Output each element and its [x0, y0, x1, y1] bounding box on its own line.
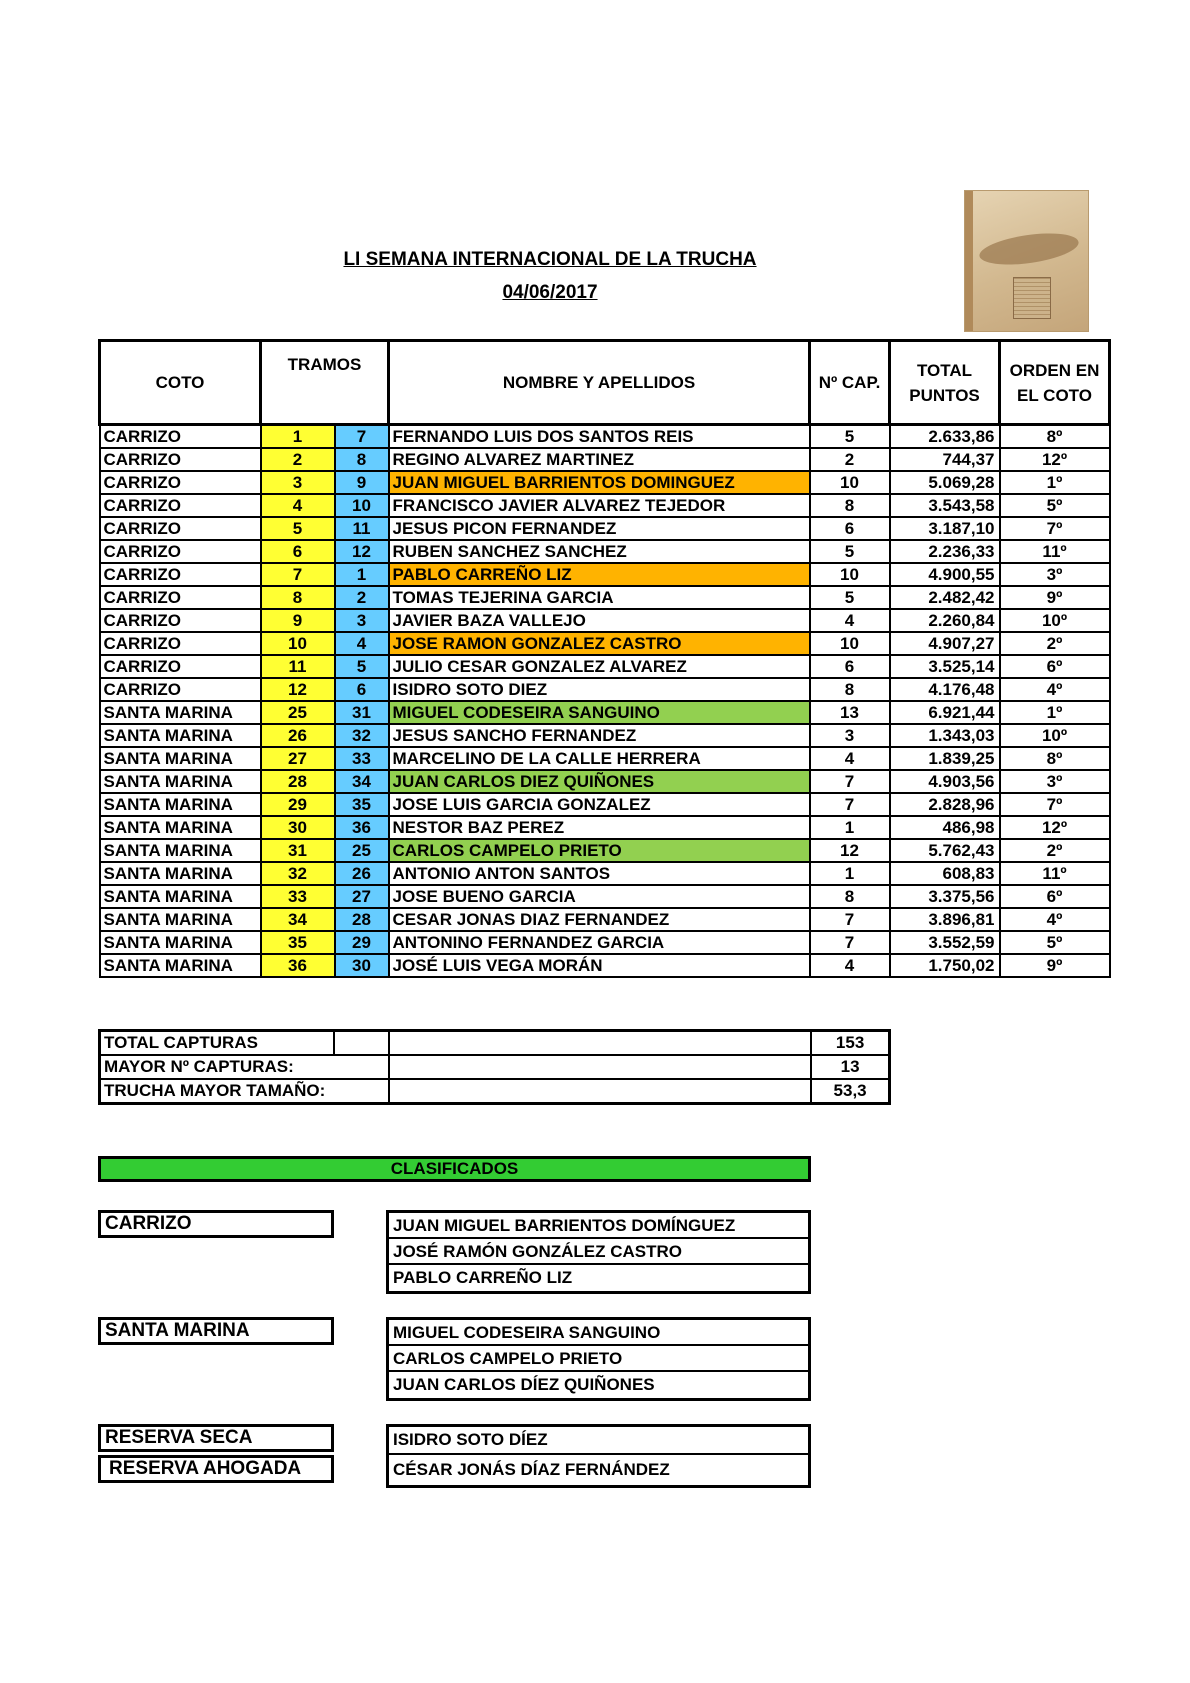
cell-nombre: JUAN MIGUEL BARRIENTOS DOMINGUEZ [389, 471, 810, 494]
table-row [100, 793, 1110, 816]
cell-tramo-1: 34 [261, 908, 335, 931]
cell-tramo-1: 9 [261, 609, 335, 632]
table-row [100, 678, 1110, 701]
cell-tramo-1: 7 [261, 563, 335, 586]
cell-orden: 2º [1000, 632, 1110, 655]
cell-coto: SANTA MARINA [100, 885, 261, 908]
cell-capturas: 5 [810, 586, 890, 609]
table-row [100, 494, 1110, 517]
cell-orden: 4º [1000, 678, 1110, 701]
cell-orden: 10º [1000, 724, 1110, 747]
stats-label: TOTAL CAPTURAS [100, 1031, 335, 1056]
cell-orden: 5º [1000, 931, 1110, 954]
cell-tramo-1: 6 [261, 540, 335, 563]
list-item: JOSÉ RAMÓN GONZÁLEZ CASTRO [389, 1239, 808, 1265]
table-row [100, 862, 1110, 885]
cell-coto: CARRIZO [100, 471, 261, 494]
cell-orden: 3º [1000, 563, 1110, 586]
cell-capturas: 7 [810, 793, 890, 816]
cell-tramo-2: 33 [335, 747, 389, 770]
cell-tramo-2: 25 [335, 839, 389, 862]
cell-capturas: 7 [810, 908, 890, 931]
cell-nombre: RUBEN SANCHEZ SANCHEZ [389, 540, 810, 563]
cell-total-puntos: 3.543,58 [890, 494, 1000, 517]
cell-tramo-1: 27 [261, 747, 335, 770]
cell-capturas: 3 [810, 724, 890, 747]
cell-coto: SANTA MARINA [100, 954, 261, 977]
stats-value: 153 [811, 1031, 889, 1056]
group-label-carrizo: CARRIZO [98, 1210, 334, 1238]
cell-capturas: 1 [810, 862, 890, 885]
document-title: LI SEMANA INTERNACIONAL DE LA TRUCHA [343, 249, 757, 270]
cell-tramo-2: 32 [335, 724, 389, 747]
cell-coto: SANTA MARINA [100, 747, 261, 770]
cell-nombre: JOSÉ LUIS VEGA MORÁN [389, 954, 810, 977]
cell-capturas: 6 [810, 655, 890, 678]
cell-orden: 1º [1000, 471, 1110, 494]
table-header-row [100, 341, 1110, 425]
cell-total-puntos: 2.260,84 [890, 609, 1000, 632]
table-row [100, 770, 1110, 793]
cell-coto: SANTA MARINA [100, 839, 261, 862]
cell-total-puntos: 3.552,59 [890, 931, 1000, 954]
table-row [100, 655, 1110, 678]
col-header-coto: COTO [100, 341, 261, 425]
cell-coto: CARRIZO [100, 609, 261, 632]
list-item: CARLOS CAMPELO PRIETO [389, 1346, 808, 1372]
cell-total-puntos: 486,98 [890, 816, 1000, 839]
cell-orden: 10º [1000, 609, 1110, 632]
cell-orden: 11º [1000, 540, 1110, 563]
table-row [100, 540, 1110, 563]
cell-capturas: 6 [810, 517, 890, 540]
reservas-list [386, 1424, 811, 1488]
cell-tramo-2: 30 [335, 954, 389, 977]
stats-value: 13 [811, 1055, 889, 1079]
table-row [100, 816, 1110, 839]
table-row [100, 724, 1110, 747]
col-header-nombre: NOMBRE Y APELLIDOS [389, 341, 810, 425]
cell-nombre: ANTONINO FERNANDEZ GARCIA [389, 931, 810, 954]
table-row [100, 448, 1110, 471]
cell-nombre: REGINO ALVAREZ MARTINEZ [389, 448, 810, 471]
cell-coto: CARRIZO [100, 655, 261, 678]
group-list-santa-marina [386, 1317, 811, 1401]
cell-orden: 9º [1000, 586, 1110, 609]
cell-tramo-1: 11 [261, 655, 335, 678]
cell-tramo-2: 10 [335, 494, 389, 517]
cell-orden: 7º [1000, 793, 1110, 816]
list-item: ISIDRO SOTO DÍEZ [389, 1427, 808, 1455]
cell-capturas: 7 [810, 770, 890, 793]
cell-coto: CARRIZO [100, 448, 261, 471]
stats-table [98, 1029, 891, 1105]
document-date: 04/06/2017 [502, 282, 598, 303]
cell-tramo-1: 25 [261, 701, 335, 724]
cell-total-puntos: 4.903,56 [890, 770, 1000, 793]
reserva-seca-label: RESERVA SECA [98, 1424, 334, 1452]
stats-label: TRUCHA MAYOR TAMAÑO: [100, 1079, 389, 1104]
cell-orden: 8º [1000, 747, 1110, 770]
cell-total-puntos: 4.176,48 [890, 678, 1000, 701]
cell-tramo-2: 26 [335, 862, 389, 885]
cell-nombre: JOSE RAMON GONZALEZ CASTRO [389, 632, 810, 655]
cell-tramo-1: 29 [261, 793, 335, 816]
cell-orden: 12º [1000, 448, 1110, 471]
cell-total-puntos: 4.900,55 [890, 563, 1000, 586]
cell-total-puntos: 3.375,56 [890, 885, 1000, 908]
cell-coto: SANTA MARINA [100, 724, 261, 747]
table-row [100, 586, 1110, 609]
book-cover-image [964, 190, 1089, 332]
cell-nombre: ISIDRO SOTO DIEZ [389, 678, 810, 701]
cell-nombre: CESAR JONAS DIAZ FERNANDEZ [389, 908, 810, 931]
cell-capturas: 8 [810, 885, 890, 908]
cell-tramo-2: 12 [335, 540, 389, 563]
cell-nombre: NESTOR BAZ PEREZ [389, 816, 810, 839]
cell-total-puntos: 744,37 [890, 448, 1000, 471]
cell-capturas: 8 [810, 678, 890, 701]
cell-total-puntos: 5.069,28 [890, 471, 1000, 494]
cell-coto: SANTA MARINA [100, 908, 261, 931]
cell-tramo-2: 28 [335, 908, 389, 931]
cell-tramo-1: 32 [261, 862, 335, 885]
cell-coto: CARRIZO [100, 540, 261, 563]
cell-nombre: FERNANDO LUIS DOS SANTOS REIS [389, 425, 810, 449]
cell-capturas: 10 [810, 563, 890, 586]
cell-tramo-1: 1 [261, 425, 335, 449]
cell-orden: 7º [1000, 517, 1110, 540]
cell-total-puntos: 4.907,27 [890, 632, 1000, 655]
cell-tramo-1: 36 [261, 954, 335, 977]
group-list-carrizo [386, 1210, 811, 1294]
stats-value: 53,3 [811, 1079, 889, 1104]
cell-total-puntos: 3.896,81 [890, 908, 1000, 931]
cell-nombre: JULIO CESAR GONZALEZ ALVAREZ [389, 655, 810, 678]
cell-tramo-2: 29 [335, 931, 389, 954]
reserva-ahogada-label: RESERVA AHOGADA [98, 1455, 334, 1483]
cell-tramo-2: 27 [335, 885, 389, 908]
table-row [100, 954, 1110, 977]
cell-total-puntos: 6.921,44 [890, 701, 1000, 724]
list-item: JUAN CARLOS DÍEZ QUIÑONES [393, 1375, 655, 1394]
group-label-santa-marina: SANTA MARINA [98, 1317, 334, 1345]
cell-tramo-1: 5 [261, 517, 335, 540]
cell-total-puntos: 1.839,25 [890, 747, 1000, 770]
cell-capturas: 8 [810, 494, 890, 517]
table-row [100, 931, 1110, 954]
cell-total-puntos: 2.633,86 [890, 425, 1000, 449]
cell-nombre: JESUS PICON FERNANDEZ [389, 517, 810, 540]
cell-coto: CARRIZO [100, 586, 261, 609]
list-item: JUAN MIGUEL BARRIENTOS DOMÍNGUEZ [389, 1213, 808, 1239]
cell-coto: CARRIZO [100, 517, 261, 540]
cell-total-puntos: 1.343,03 [890, 724, 1000, 747]
cell-coto: CARRIZO [100, 494, 261, 517]
list-item: MIGUEL CODESEIRA SANGUINO [389, 1320, 808, 1346]
table-row [100, 517, 1110, 540]
cell-total-puntos: 5.762,43 [890, 839, 1000, 862]
cell-capturas: 4 [810, 954, 890, 977]
cell-tramo-2: 31 [335, 701, 389, 724]
cell-total-puntos: 3.525,14 [890, 655, 1000, 678]
cell-tramo-1: 33 [261, 885, 335, 908]
cell-tramo-2: 4 [335, 632, 389, 655]
cell-capturas: 4 [810, 747, 890, 770]
col-header-tramos: TRAMOS [261, 341, 389, 425]
cell-tramo-1: 31 [261, 839, 335, 862]
cell-capturas: 13 [810, 701, 890, 724]
cell-capturas: 5 [810, 540, 890, 563]
cell-nombre: JESUS SANCHO FERNANDEZ [389, 724, 810, 747]
cell-tramo-1: 8 [261, 586, 335, 609]
cell-tramo-1: 35 [261, 931, 335, 954]
table-row [100, 471, 1110, 494]
cell-orden: 11º [1000, 862, 1110, 885]
cell-tramo-2: 3 [335, 609, 389, 632]
table-row [100, 609, 1110, 632]
cell-capturas: 10 [810, 471, 890, 494]
cell-orden: 5º [1000, 494, 1110, 517]
cell-tramo-2: 11 [335, 517, 389, 540]
cell-tramo-2: 35 [335, 793, 389, 816]
cell-nombre: JOSE BUENO GARCIA [389, 885, 810, 908]
cell-nombre: PABLO CARREÑO LIZ [389, 563, 810, 586]
cell-tramo-2: 9 [335, 471, 389, 494]
cell-capturas: 1 [810, 816, 890, 839]
cell-tramo-2: 2 [335, 586, 389, 609]
col-header-capturas: Nº CAP. [810, 341, 890, 425]
cell-nombre: TOMAS TEJERINA GARCIA [389, 586, 810, 609]
table-row [100, 563, 1110, 586]
cell-tramo-2: 8 [335, 448, 389, 471]
cell-capturas: 5 [810, 425, 890, 449]
results-table [98, 339, 1111, 978]
table-row [100, 839, 1110, 862]
cell-coto: SANTA MARINA [100, 816, 261, 839]
table-row [100, 632, 1110, 655]
table-row [100, 885, 1110, 908]
cell-orden: 2º [1000, 839, 1110, 862]
cell-nombre: MIGUEL CODESEIRA SANGUINO [389, 701, 810, 724]
cell-total-puntos: 608,83 [890, 862, 1000, 885]
cell-tramo-1: 28 [261, 770, 335, 793]
stats-row [100, 1031, 890, 1056]
cell-total-puntos: 2.236,33 [890, 540, 1000, 563]
cell-capturas: 10 [810, 632, 890, 655]
cell-nombre: JOSE LUIS GARCIA GONZALEZ [389, 793, 810, 816]
cell-nombre: CARLOS CAMPELO PRIETO [389, 839, 810, 862]
cell-nombre: JUAN CARLOS DIEZ QUIÑONES [389, 770, 810, 793]
cell-orden: 3º [1000, 770, 1110, 793]
table-row [100, 425, 1110, 449]
cell-capturas: 7 [810, 931, 890, 954]
cell-nombre: JAVIER BAZA VALLEJO [389, 609, 810, 632]
cell-tramo-2: 7 [335, 425, 389, 449]
table-row [100, 908, 1110, 931]
cell-tramo-1: 26 [261, 724, 335, 747]
cell-coto: SANTA MARINA [100, 770, 261, 793]
cell-tramo-1: 10 [261, 632, 335, 655]
clasificados-bar: CLASIFICADOS [98, 1156, 811, 1182]
cell-capturas: 4 [810, 609, 890, 632]
list-item: CÉSAR JONÁS DÍAZ FERNÁNDEZ [393, 1460, 670, 1479]
cell-nombre: FRANCISCO JAVIER ALVAREZ TEJEDOR [389, 494, 810, 517]
cell-tramo-1: 3 [261, 471, 335, 494]
cell-orden: 6º [1000, 655, 1110, 678]
cell-coto: SANTA MARINA [100, 701, 261, 724]
cell-tramo-1: 2 [261, 448, 335, 471]
cell-nombre: ANTONIO ANTON SANTOS [389, 862, 810, 885]
cell-tramo-1: 12 [261, 678, 335, 701]
cell-coto: SANTA MARINA [100, 862, 261, 885]
cell-tramo-2: 36 [335, 816, 389, 839]
cell-orden: 1º [1000, 701, 1110, 724]
cell-capturas: 12 [810, 839, 890, 862]
cell-capturas: 2 [810, 448, 890, 471]
table-row [100, 747, 1110, 770]
cell-orden: 12º [1000, 816, 1110, 839]
cell-coto: SANTA MARINA [100, 793, 261, 816]
stats-label: MAYOR Nº CAPTURAS: [100, 1055, 389, 1079]
col-header-total-puntos: TOTAL PUNTOS [890, 341, 1000, 425]
cell-coto: CARRIZO [100, 563, 261, 586]
cell-coto: SANTA MARINA [100, 931, 261, 954]
cell-orden: 8º [1000, 425, 1110, 449]
cell-coto: CARRIZO [100, 678, 261, 701]
cell-orden: 9º [1000, 954, 1110, 977]
list-item: PABLO CARREÑO LIZ [393, 1268, 573, 1287]
cell-tramo-2: 5 [335, 655, 389, 678]
cell-orden: 4º [1000, 908, 1110, 931]
cell-tramo-2: 6 [335, 678, 389, 701]
cell-tramo-2: 1 [335, 563, 389, 586]
cell-coto: CARRIZO [100, 632, 261, 655]
cell-orden: 6º [1000, 885, 1110, 908]
stats-row [100, 1055, 890, 1079]
stats-row [100, 1079, 890, 1104]
cell-total-puntos: 2.482,42 [890, 586, 1000, 609]
cell-total-puntos: 1.750,02 [890, 954, 1000, 977]
table-row [100, 701, 1110, 724]
cell-tramo-1: 30 [261, 816, 335, 839]
cell-total-puntos: 2.828,96 [890, 793, 1000, 816]
cell-total-puntos: 3.187,10 [890, 517, 1000, 540]
col-header-orden: ORDEN EN EL COTO [1000, 341, 1110, 425]
cell-nombre: MARCELINO DE LA CALLE HERRERA [389, 747, 810, 770]
cell-coto: CARRIZO [100, 425, 261, 449]
cell-tramo-2: 34 [335, 770, 389, 793]
cell-tramo-1: 4 [261, 494, 335, 517]
